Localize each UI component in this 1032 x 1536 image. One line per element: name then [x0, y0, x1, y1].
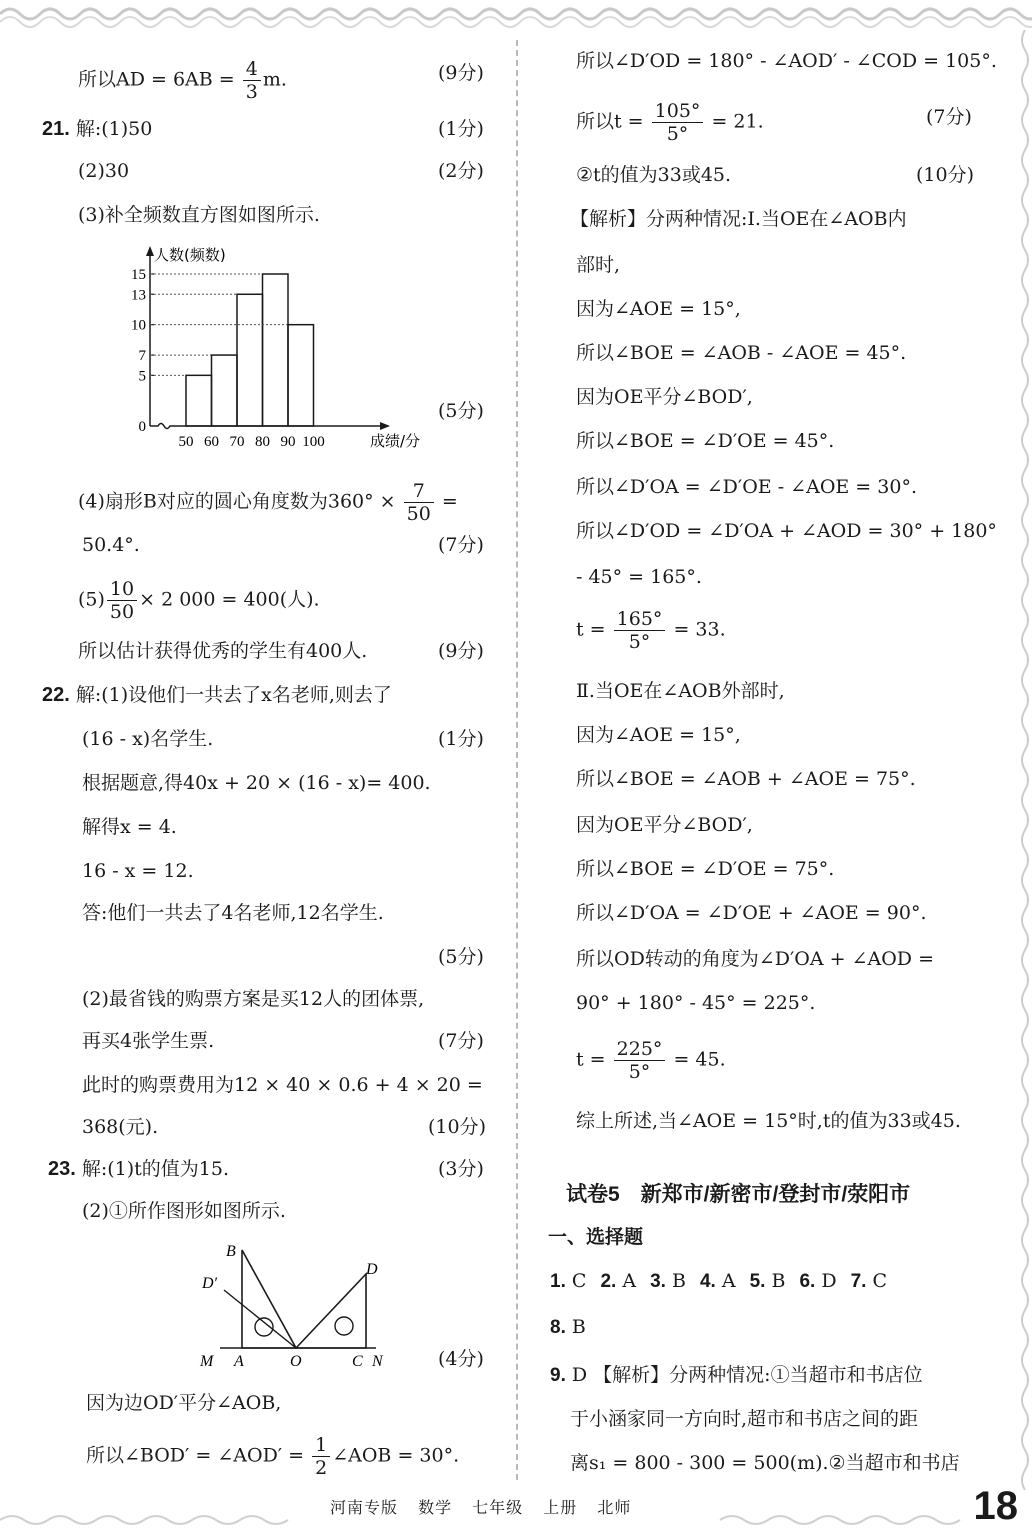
- q23-part1: 解:(1)t的值为15.: [81, 1158, 230, 1180]
- r-line-22-head: t =: [576, 1048, 612, 1071]
- r-line-2: [576, 100, 764, 145]
- label-b: B: [226, 1243, 236, 1260]
- r-line-3: ②t的值为33或45.: [576, 164, 732, 186]
- q21-part1: 解:(1)50: [75, 118, 153, 140]
- r-line-22-tail: = 45.: [667, 1048, 726, 1071]
- q22-solve: 解得x = 4.: [82, 816, 177, 838]
- geometry-figure: [196, 1238, 396, 1378]
- score: (3分): [438, 1158, 484, 1180]
- q21-conclusion: 所以估计获得优秀的学生有400人.: [78, 640, 368, 662]
- top-wave-border: [0, 0, 1032, 30]
- answer-number: 2.: [600, 1271, 617, 1292]
- label-d: D: [366, 1261, 378, 1278]
- score: (1分): [438, 728, 484, 750]
- numerator: 10: [107, 578, 137, 601]
- choice-answer: [799, 1270, 836, 1292]
- question-number: 22.: [42, 684, 70, 706]
- answer-value: C: [565, 1270, 587, 1292]
- label-c: C: [352, 1353, 363, 1370]
- frequency-histogram: [120, 240, 420, 450]
- y-axis-arrow: [146, 246, 154, 256]
- score: (1分): [438, 118, 484, 140]
- r-line-19: 所以∠D′OA = ∠D′OE + ∠AOE = 90°.: [576, 902, 927, 924]
- r-line-10: 所以∠D′OA = ∠D′OE - ∠AOE = 30°.: [576, 476, 917, 498]
- y-tick-label: 15: [131, 267, 146, 283]
- answer-value: B: [571, 1316, 586, 1338]
- numerator: 7: [404, 480, 434, 503]
- numerator: 225°: [614, 1038, 666, 1061]
- q22-line: [42, 682, 392, 708]
- q23-line: [48, 1156, 229, 1182]
- q22-equation: 根据题意,得40x + 20 × (16 - x)= 400.: [82, 772, 431, 794]
- score: (2分): [438, 160, 484, 182]
- r-line-5: 部时,: [576, 254, 621, 276]
- fraction: [614, 608, 666, 653]
- denominator: 5°: [628, 631, 651, 653]
- x-tick-label: 80: [255, 434, 270, 450]
- score: (7分): [926, 106, 972, 128]
- denominator: 50: [109, 601, 135, 623]
- answer-value: A: [616, 1270, 637, 1292]
- answer-number: 6.: [799, 1271, 816, 1292]
- label-m: M: [200, 1353, 214, 1370]
- right-wave-border: [1018, 30, 1032, 1490]
- x-tick-label: 60: [204, 434, 219, 450]
- answer-value: D: [815, 1270, 837, 1292]
- histogram-bar: [288, 325, 314, 426]
- choice-answer: [750, 1270, 786, 1292]
- r-line-12: - 45° = 165°.: [576, 566, 702, 588]
- histogram-bar: [186, 375, 212, 426]
- fraction: [107, 578, 137, 623]
- score: (5分): [438, 946, 484, 968]
- answer-number: 8.: [550, 1317, 566, 1338]
- analysis-intro: 【解析】分两种情况:Ⅰ.当OE在∠AOB内: [570, 208, 907, 230]
- r-line-13-tail: = 33.: [667, 618, 726, 641]
- label-d-prime: D′: [202, 1275, 218, 1292]
- answers-row-2: [550, 1316, 586, 1339]
- score: (5分): [438, 400, 484, 422]
- q9-line: [550, 1360, 923, 1387]
- fraction: [243, 58, 261, 103]
- denominator: 5°: [628, 1061, 651, 1083]
- q21-part5: [78, 578, 320, 623]
- r-line-8: 因为OE平分∠BOD′,: [576, 386, 753, 408]
- r-line-11: 所以∠D′OD = ∠D′OA + ∠AOD = 30° + 180°: [576, 520, 997, 542]
- r-line-9: 所以∠BOE = ∠D′OE = 45°.: [576, 430, 835, 452]
- answer-number: 7.: [850, 1271, 867, 1292]
- r-line-15: 因为∠AOE = 15°,: [576, 724, 741, 746]
- question-number: 21.: [42, 118, 70, 140]
- answer-value: B: [665, 1270, 686, 1292]
- score: (9分): [438, 640, 484, 662]
- r-line-13-head: t =: [576, 618, 612, 641]
- r-line-16: 所以∠BOE = ∠AOB + ∠AOE = 75°.: [576, 768, 916, 790]
- score: (4分): [438, 1348, 484, 1370]
- r-line-2-tail: = 21.: [705, 110, 764, 133]
- q9-text-1: D 【解析】分两种情况:①当超市和书店位: [571, 1364, 923, 1386]
- r-line-17: 因为OE平分∠BOD′,: [576, 814, 753, 836]
- choice-answer: [600, 1270, 636, 1292]
- label-o: O: [290, 1353, 302, 1370]
- x-tick-label: 100: [302, 434, 325, 450]
- y-axis-label: 人数(频数): [154, 246, 226, 264]
- score: (9分): [438, 62, 484, 84]
- q22-part1: 解:(1)设他们一共去了x名老师,则去了: [75, 684, 392, 706]
- histogram-bar: [263, 274, 289, 426]
- numerator: 105°: [652, 100, 704, 123]
- ad-line: [78, 58, 287, 103]
- part-label: (5): [78, 588, 105, 611]
- q21-part2: (2)30: [78, 160, 130, 182]
- x-axis-arrow: [380, 422, 390, 430]
- q22-cost: 此时的购票费用为12 × 40 × 0.6 + 4 × 20 =: [82, 1074, 483, 1096]
- x-axis-label: 成绩/分: [369, 432, 420, 450]
- score: (10分): [428, 1116, 487, 1138]
- y-tick-label: 10: [131, 317, 146, 334]
- choice-answer: [550, 1270, 586, 1292]
- answer-value: B: [765, 1270, 786, 1292]
- answer-number: 1.: [550, 1271, 566, 1292]
- column-divider: [516, 40, 518, 1480]
- ad-text: 所以AD = 6AB =: [78, 68, 241, 91]
- y-tick-label: 5: [138, 368, 146, 385]
- choice-answer: [700, 1270, 736, 1292]
- equals: =: [435, 490, 458, 513]
- answer-number: 5.: [749, 1271, 766, 1292]
- x-tick-label: 70: [229, 434, 245, 450]
- q23-result: [86, 1434, 459, 1479]
- r-line-6: 因为∠AOE = 15°,: [576, 298, 741, 320]
- answers-row-1: [550, 1270, 901, 1293]
- section-title: 试卷5 新郑市/新密市/登封市/荥阳市: [566, 1183, 911, 1206]
- q23-result-text: 所以∠BOD′ = ∠AOD′ =: [86, 1444, 311, 1467]
- fraction: [652, 100, 704, 145]
- q9-text-3: 离s₁ = 800 - 300 = 500(m).②当超市和书店: [570, 1452, 960, 1474]
- answer-number: 4.: [699, 1271, 716, 1292]
- r-line-20: 所以OD转动的角度为∠D′OA + ∠AOD =: [576, 948, 934, 970]
- q23-result-tail: ∠AOB = 30°.: [332, 1444, 460, 1467]
- answer-number: 9.: [550, 1365, 566, 1386]
- triangle-right: [296, 1274, 366, 1348]
- choice-answer: [851, 1270, 887, 1292]
- question-number: 23.: [48, 1158, 76, 1180]
- r-line-23: 综上所述,当∠AOE = 15°时,t的值为33或45.: [576, 1110, 961, 1132]
- x-tick-label: 50: [178, 434, 194, 450]
- q21-part4: [78, 480, 458, 525]
- denominator: 5°: [666, 123, 689, 145]
- footer-info: 河南专版 数学 七年级 上册 北师: [330, 1498, 632, 1517]
- fraction: [614, 1038, 666, 1083]
- q22-calc: 16 - x = 12.: [82, 860, 194, 882]
- answer-value: A: [715, 1270, 736, 1292]
- r-line-21: 90° + 180° - 45° = 225°.: [576, 992, 816, 1014]
- label-n: N: [372, 1353, 383, 1370]
- q22-part2-line2: 再买4张学生票.: [82, 1030, 215, 1052]
- circle-hole-right: [335, 1317, 353, 1335]
- r-line-1: 所以∠D′OD = 180° - ∠AOD′ - ∠COD = 105°.: [576, 50, 997, 72]
- q22-line2: (16 - x)名学生.: [82, 728, 214, 750]
- r-line-2-head: 所以t =: [576, 110, 650, 133]
- x-tick-label: 90: [280, 434, 296, 450]
- q21-part4-result: 50.4°.: [82, 534, 140, 556]
- page-number: 18: [973, 1484, 1018, 1528]
- score: (7分): [438, 534, 484, 556]
- q9-text-2: 于小涵家同一方向时,超市和书店之间的距: [570, 1408, 919, 1430]
- y-tick-label: 0: [138, 419, 146, 435]
- fraction: [404, 480, 434, 525]
- answer-value: C: [866, 1270, 888, 1292]
- label-a: A: [234, 1353, 244, 1370]
- choice-answer: [650, 1270, 686, 1292]
- denominator: 50: [406, 503, 431, 525]
- score: (7分): [438, 1030, 484, 1052]
- q21-part5-text: × 2 000 = 400(人).: [139, 588, 320, 611]
- numerator: 165°: [614, 608, 666, 631]
- histogram-bar: [212, 355, 238, 426]
- q22-cost-result: 368(元).: [82, 1116, 159, 1138]
- ad-tail: m.: [262, 68, 287, 91]
- fraction: [312, 1434, 330, 1479]
- r-line-18: 所以∠BOE = ∠D′OE = 75°.: [576, 858, 835, 880]
- histogram-bar: [237, 294, 263, 426]
- q23-part2: (2)①所作图形如图所示.: [82, 1200, 286, 1222]
- denominator: 3: [245, 81, 258, 103]
- q21-part3: (3)补全频数直方图如图所示.: [78, 204, 320, 226]
- y-tick-label: 7: [138, 348, 146, 365]
- section-subtitle: 一、选择题: [548, 1226, 644, 1248]
- r-line-22: [576, 1038, 726, 1083]
- triangle-left: [242, 1250, 296, 1348]
- q23-reason: 因为边OD′平分∠AOB,: [86, 1392, 282, 1414]
- denominator: 2: [315, 1457, 328, 1479]
- q22-answer: 答:他们一共去了4名老师,12名学生.: [82, 902, 384, 924]
- numerator: 4: [243, 58, 261, 81]
- q22-part2: (2)最省钱的购票方案是买12人的团体票,: [82, 988, 425, 1010]
- q21-part4-text: (4)扇形B对应的圆心角度数为360° ×: [78, 490, 402, 513]
- answer-number: 3.: [650, 1271, 666, 1292]
- r-line-13: [576, 608, 726, 653]
- r-line-14: Ⅱ.当OE在∠AOB外部时,: [576, 680, 785, 702]
- numerator: 1: [312, 1434, 330, 1457]
- q21-line: [42, 116, 152, 142]
- y-tick-label: 13: [131, 287, 146, 304]
- r-line-7: 所以∠BOE = ∠AOB - ∠AOE = 45°.: [576, 342, 907, 364]
- score: (10分): [916, 164, 975, 186]
